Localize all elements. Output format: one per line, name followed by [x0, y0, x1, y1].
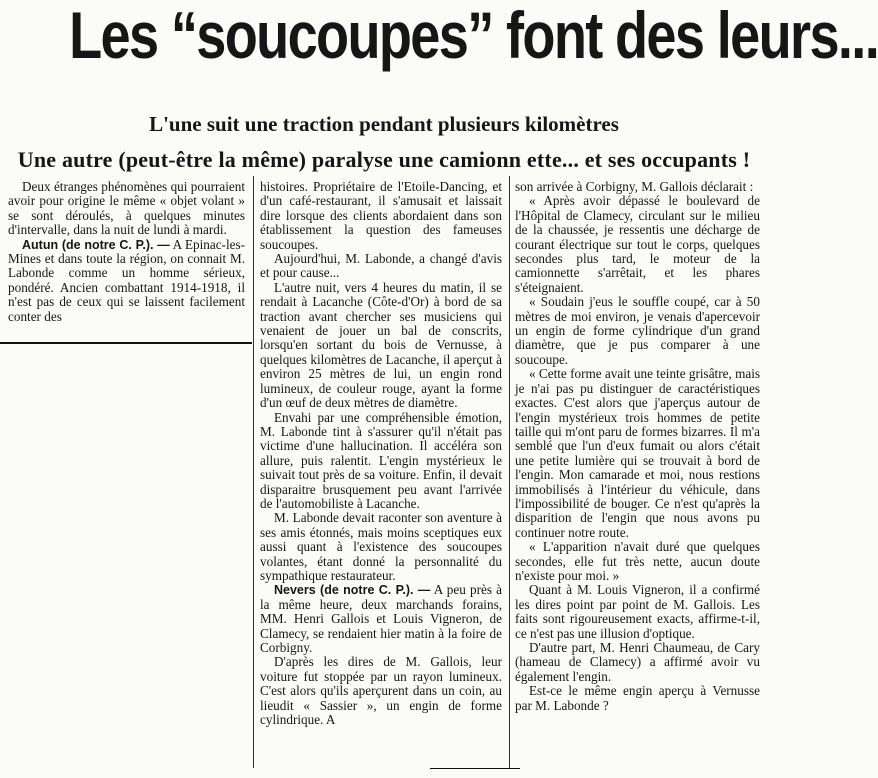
- paragraph: son arrivée à Corbigny, M. Gallois déclarait :: [515, 179, 754, 194]
- dateline-nevers: Nevers (de notre C. P.). —: [274, 583, 431, 598]
- nevers-text: A peu près à la même heure, deux marchands forains, MM. Henri Gallois et Louis Vigneron, de Clamecy, se rendaient hier matin à la foire de Corbigny.: [260, 582, 502, 655]
- dateline-autun: Autun (de notre C. P.). —: [22, 237, 170, 252]
- quote-paragraph: « L'apparition n'avait duré que quelques secondes, elle fut très nette, aucun doute n'existe pour moi. »: [515, 539, 760, 583]
- subheadline-1: L'une suit une traction pendant plusieurs kilomètres: [149, 112, 619, 136]
- column-3: [515, 180, 760, 760]
- quote-paragraph: « Soudain j'eus le souffle coupé, car à 50 mètres de moi environ, je venais d'apercevoir un engin de forme cylindrique d'un grand diamètre, que je pus comparer à une soucoupe.: [515, 294, 760, 367]
- subheadline-2: Une autre (peut-être la même) paralyse une camionn ette... et ses occupants !: [17, 147, 751, 172]
- paragraph: histoires. Propriétaire de l'Etoile-Dancing, et d'un café-restaurant, il s'amusait et laissait dire lorsque des clients abordaient dans son établissement la question des fameuses soucoupes.: [260, 179, 502, 252]
- paragraph: L'autre nuit, vers 4 heures du matin, il se rendait à Lacanche (Côte-d'Or) à bord de sa traction avant chercher ses musiciens qui venaient de jouer un bal de conscrits, lorsqu'en sortant du bois de Vernusse, à quelques kilomètres de Lacanche, il aperçut à environ 25 mètres de lui, un engin rond lumineux, de couleur rouge, ayant la forme d'un œuf de deux mètres de diamètre.: [260, 279, 502, 411]
- quote-paragraph: « Après avoir dépassé le boulevard de l'Hôpital de Clamecy, circulant sur le milieu de la chaussée, je ressentis une décharge de courant électrique sur tout le corps, quelques secondes plus tard, le moteur de la camionnette s'arrêtait, et les phares s'éteignaient.: [515, 193, 760, 295]
- column-1: [8, 180, 245, 340]
- autun-paragraph: [8, 238, 245, 324]
- column-2: [260, 180, 502, 760]
- paragraph: Est-ce le même engin aperçu à Vernusse par M. Labonde ?: [515, 683, 760, 713]
- headline: Les “soucoupes” font des leurs...: [69, 0, 878, 72]
- quote-paragraph: « Cette forme avait une teinte grisâtre, mais je n'ai pas pu distinguer de caractéristiques exactes. C'est alors que j'aperçus autour de l'engin mystérieux trois hommes de petite taille qui m'ont paru de formes bizarres. Il m'a semblé que l'un d'eux fumait ou alors c'était une petite lumière qui se trouvait à bord de l'engin. Mon camarade et moi, nous restions immobilisés à l'intérieur du véhicule, dans l'impossibilité de bouger. Ce n'est qu'après la disparition de l'engin que nous avons pu continuer notre route.: [515, 366, 760, 540]
- paragraph: D'après les dires de M. Gallois, leur voiture fut stoppée par un rayon lumineux. C'est alors qu'ils aperçurent dans un coin, au lieudit « Sassier », un engin de forme cylindrique. A: [260, 654, 502, 728]
- paragraph: M. Labonde devait raconter son aventure à ses amis étonnés, mais moins sceptiques eux aussi quant à l'existence des soucoupes volantes, étant donné la personnalité du sympathique restaurateur.: [260, 510, 502, 583]
- autun-text: A Epinac-les-Mines et dans toute la région, on connait M. Labonde comme un homme sérieux, pondéré. Ancien combattant 1914-1918, il n'est pas de ceux qui se laissent facilement conter des: [8, 236, 245, 324]
- intro-paragraph: Deux étranges phénomènes qui pourraient avoir pour origine le même « objet volant » se sont déroulés, à quelques minutes d'intervalle, dans la nuit de lundi à mardi.: [8, 179, 245, 238]
- end-rule: [430, 768, 520, 769]
- nevers-paragraph: [260, 583, 502, 655]
- column-rule-1: [253, 176, 254, 768]
- paragraph: D'autre part, M. Henri Chaumeau, de Cary (hameau de Clamecy) a affirmé avoir vu également l'engin.: [515, 640, 760, 684]
- paragraph: Quant à M. Louis Vigneron, il a confirmé les dires point par point de M. Gallois. Les faits sont rigoureusement exacts, affirme-t-il, ce n'est pas une illusion d'optique.: [515, 582, 760, 641]
- section-rule: [0, 342, 252, 344]
- paragraph: Envahi par une compréhensible émotion, M. Labonde tint à s'assurer qu'il n'était pas victime d'une hallucination. Il accéléra son allure, puis ralentit. L'engin mystérieux le suivait tout près de sa voiture. Enfin, il devait disparaitre brusquement peu avant l'arrivée de l'automobiliste à Lacanche.: [260, 409, 502, 511]
- paragraph: Aujourd'hui, M. Labonde, a changé d'avis et pour cause...: [260, 251, 502, 281]
- column-rule-2: [509, 176, 510, 768]
